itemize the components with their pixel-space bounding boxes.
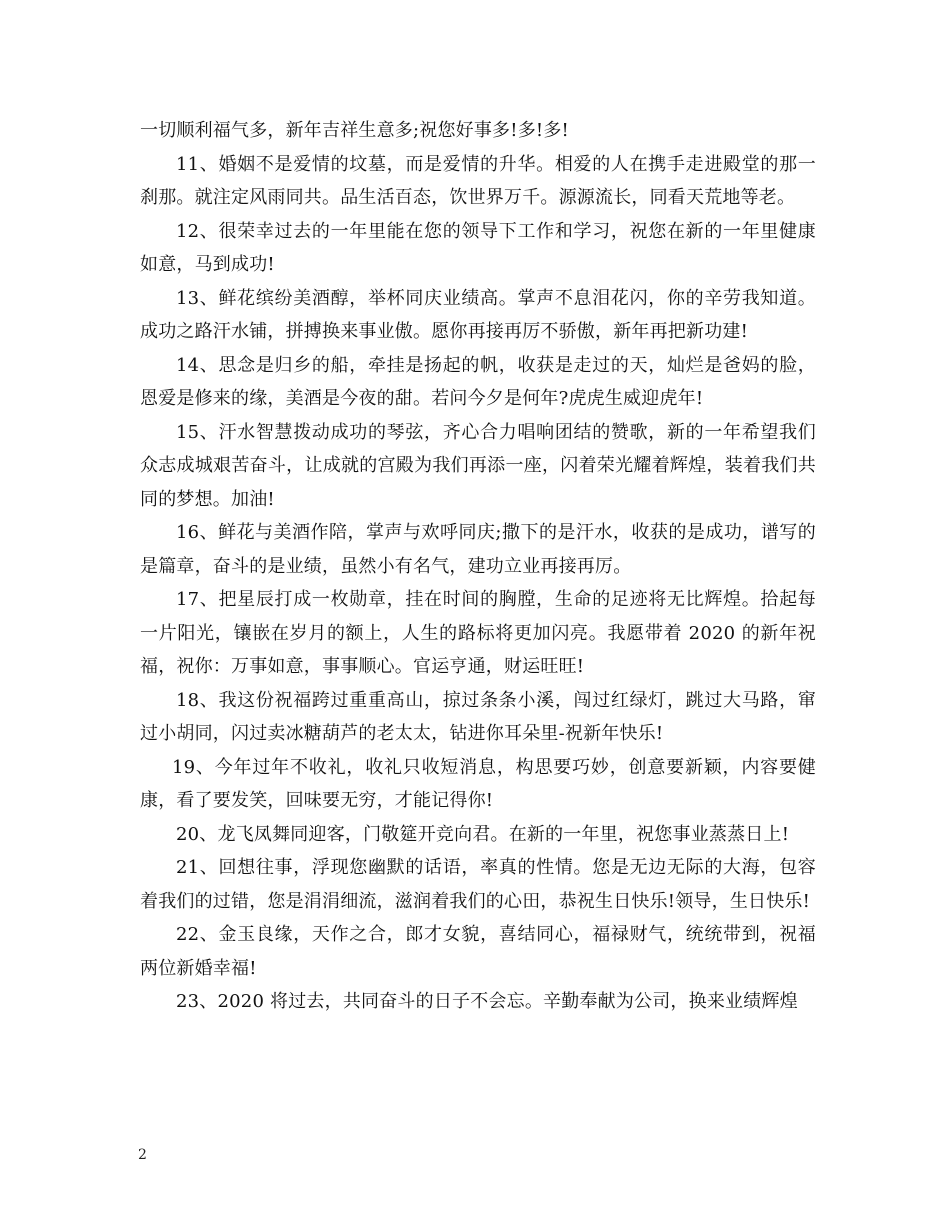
paragraph-17: 17、把星辰打成一枚勋章，挂在时间的胸膛，生命的足迹将无比辉煌。拾起每一片阳光，镶嵌在岁月的额上，人生的路标将更加闪亮。我愿带着 2020 的新年祝福，祝你：万事如意，事事顺心。官运亨通，财运旺旺! <box>140 589 816 677</box>
paragraph-18: 18、我这份祝福跨过重重高山，掠过条条小溪，闯过红绿灯，跳过大马路，窜过小胡同，闪过卖冰糖葫芦的老太太，钻进你耳朵里-祝新年快乐! <box>140 689 816 744</box>
paragraph-23: 23、2020 将过去，共同奋斗的日子不会忘。辛勤奉献为公司，换来业绩辉煌 <box>176 991 798 1012</box>
paragraph-11: 11、婚姻不是爱情的坟墓，而是爱情的升华。相爱的人在携手走进殿堂的那一刹那。就注定风雨同共。品生活百态，饮世界万千。源源流长，同看天荒地等老。 <box>140 153 816 208</box>
paragraph-13: 13、鲜花缤纷美酒醇，举杯同庆业绩高。掌声不息泪花闪，你的辛劳我知道。成功之路汗水铺，拼搏换来事业傲。愿你再接再厉不骄傲，新年再把新功建! <box>140 287 816 342</box>
paragraph-19: 19、今年过年不收礼，收礼只收短消息，构思要巧妙，创意要新颖，内容要健康，看了要发笑，回味要无穷，才能记得你! <box>140 756 816 811</box>
paragraph-12: 12、很荣幸过去的一年里能在您的领导下工作和学习，祝您在新的一年里健康如意，马到成功! <box>140 220 816 275</box>
paragraph-16: 16、鲜花与美酒作陪，掌声与欢呼同庆;撒下的是汗水，收获的是成功，谱写的是篇章，奋斗的是业绩，虽然小有名气，建功立业再接再厉。 <box>140 522 816 577</box>
paragraph-continuation: 一切顺利福气多，新年吉祥生意多;祝您好事多!多!多! <box>140 120 569 141</box>
page-number: 2 <box>138 1147 147 1163</box>
paragraph-14: 14、思念是归乡的船，牵挂是扬起的帆，收获是走过的天，灿烂是爸妈的脸，恩爱是修来的缘，美酒是今夜的甜。若问今夕是何年?虎虎生威迎虎年! <box>140 354 816 409</box>
paragraph-20: 20、龙飞凤舞同迎客，门敬筵开竞向君。在新的一年里，祝您事业蒸蒸日上! <box>176 823 790 845</box>
document-body <box>140 114 816 1019</box>
paragraph-15: 15、汗水智慧拨动成功的琴弦，齐心合力唱响团结的赞歌，新的一年希望我们众志成城艰苦奋斗，让成就的宫殿为我们再添一座，闪着荣光耀着辉煌，装着我们共同的梦想。加油! <box>140 421 816 510</box>
paragraph-22: 22、金玉良缘，天作之合，郎才女貌，喜结同心，福禄财气，统统带到，祝福两位新婚幸福! <box>140 924 816 979</box>
paragraph-21: 21、回想往事，浮现您幽默的话语，率真的性情。您是无边无际的大海，包容着我们的过错，您是涓涓细流，滋润着我们的心田，恭祝生日快乐!领导，生日快乐! <box>140 857 816 912</box>
